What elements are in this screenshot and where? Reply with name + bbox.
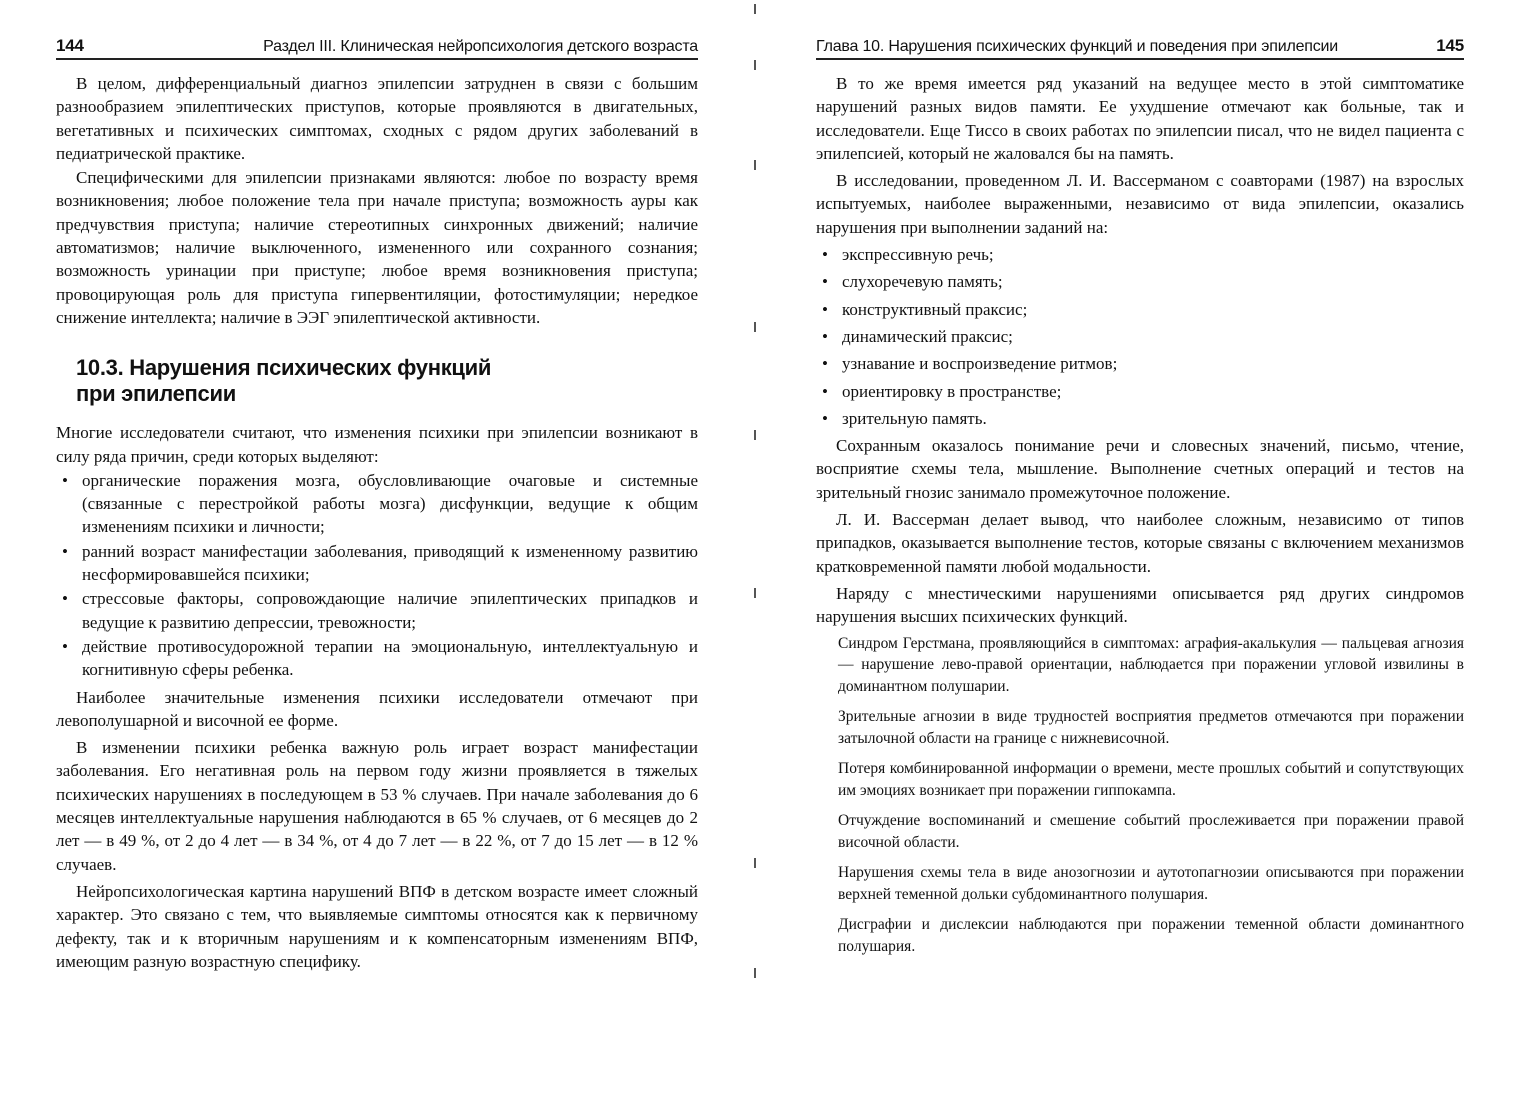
- list-item: • слухоречевую память;: [820, 270, 1464, 293]
- syndrome-paragraph: Синдром Герстмана, проявляющийся в симптомах: аграфия-акалькулия — пальцевая агнозия — нарушение лево-правой ориентации, наблюдается при поражении угловой извилины в доминантном полушарии.: [838, 634, 1464, 695]
- list-item: • стрессовые факторы, сопровождающие наличие эпилептических припадков и ведущие к развитию депрессии, тревожности;: [56, 587, 698, 634]
- paragraph: Специфическими для эпилепсии признаками являются: любое по возрасту время возникновения; любое положение тела при начале приступа; возможность ауры как предчувствия приступа; наличие стереотипных синхронных движений; наличие автоматизмов; наличие выключенного, измененного или сохранного сознания; возможность уринации при приступе; любое время возникновения приступа; провоцирующая роль для приступа гипервентиляции, фотостимуляции; нередкое снижение интеллекта; наличие в ЭЭГ эпилептической активности.: [56, 168, 698, 327]
- left-page: [0, 0, 760, 1102]
- paragraph: Многие исследователи считают, что изменения психики при эпилепсии возникают в силу ряда причин, среди которых выделяют:: [56, 423, 698, 466]
- section-heading: [76, 355, 698, 407]
- right-page-body: [816, 72, 1464, 957]
- syndrome-paragraph: Зрительные агнозии в виде трудностей восприятия предметов отмечаются при поражении затылочной области на границе с нижневисочной.: [838, 708, 1464, 747]
- paragraph: В изменении психики ребенка важную роль играет возраст манифестации заболевания. Его негативная роль на первом году жизни проявляется в тяжелых психических нарушениях в последующем в 53 % случаев. При начале заболевания до 6 месяцев интеллектуальные нарушения наблюдаются в 65 % случаев, от 6 месяцев до 2 лет — в 49 %, от 2 до 4 лет — в 34 %, от 4 до 7 лет — в 22 %, от 7 до 15 лет — в 12 % случаев.: [56, 738, 698, 874]
- syndrome-paragraph: Отчуждение воспоминаний и смешение событий прослеживается при поражении правой височной области.: [838, 812, 1464, 851]
- list-item: • конструктивный праксис;: [820, 298, 1464, 321]
- left-page-body: [56, 72, 698, 973]
- causes-list: [56, 469, 698, 682]
- left-running-head-title: Раздел III. Клиническая нейропсихология детского возраста: [263, 38, 698, 55]
- paragraph: Наряду с мнестическими нарушениями описывается ряд других синдромов нарушения высших психических функций.: [816, 583, 1464, 627]
- list-item: • действие противосудорожной терапии на эмоциональную, интеллектуальную и когнитивную сферы ребенка.: [56, 635, 698, 682]
- left-page-number: 144: [56, 36, 84, 55]
- right-page-number: 145: [1436, 36, 1464, 55]
- section-heading-line2: при эпилепсии: [76, 381, 236, 407]
- paragraph: В целом, дифференциальный диагноз эпилепсии затруднен в связи с большим разнообразием эпилептических приступов, которые проявляются в двигательных, вегетативных и психических симптомах, сходных с рядом других заболеваний в педиатрической практике.: [56, 74, 698, 163]
- syndromes-block: [816, 633, 1464, 958]
- right-page: [768, 0, 1528, 1102]
- paragraph: Л. И. Вассерман делает вывод, что наиболее сложным, независимо от типов припадков, оказывается выполнение тестов, которые связаны с включением механизмов кратковременной памяти любой модальности.: [816, 510, 1464, 576]
- syndrome-paragraph: Потеря комбинированной информации о времени, месте прошлых событий и сопутствующих им эмоциях возникает при поражении гиппокампа.: [838, 760, 1464, 799]
- list-item: • ориентировку в пространстве;: [820, 380, 1464, 403]
- list-item: • динамический праксис;: [820, 325, 1464, 348]
- syndrome-paragraph: Дисграфии и дислексии наблюдаются при поражении теменной области доминантного полушария.: [838, 916, 1464, 955]
- tasks-list: [816, 243, 1464, 430]
- list-item: • зрительную память.: [820, 407, 1464, 430]
- paragraph: Наиболее значительные изменения психики исследователи отмечают при левополушарной и височной ее форме.: [56, 687, 698, 730]
- left-running-head: [56, 30, 698, 60]
- section-heading-line1: 10.3. Нарушения психических функций: [76, 355, 492, 381]
- list-item: • узнавание и воспроизведение ритмов;: [820, 352, 1464, 375]
- paragraph: В исследовании, проведенном Л. И. Вассерманом с соавторами (1987) на взрослых испытуемых, наиболее выраженными, независимо от вида эпилепсии, оказались нарушения при выполнении заданий на:: [816, 171, 1464, 237]
- syndrome-paragraph: Нарушения схемы тела в виде анозогнозии и аутотопагнозии описываются при поражении верхней теменной дольки субдоминантного полушария.: [838, 864, 1464, 903]
- paragraph: Нейропсихологическая картина нарушений ВПФ в детском возрасте имеет сложный характер. Это связано с тем, что выявляемые симптомы относятся как к первичному дефекту, так и к вторичным нарушениям и к компенсаторным изменениям ВПФ, имеющим разную возрастную специфику.: [56, 881, 698, 971]
- list-item: • ранний возраст манифестации заболевания, приводящий к измененному развитию несформировавшейся психики;: [56, 540, 698, 587]
- right-running-head: [816, 30, 1464, 60]
- paragraph: В то же время имеется ряд указаний на ведущее место в этой симптоматике нарушений разных видов памяти. Ее ухудшение отмечают как больные, так и исследователи. Еще Тиссо в своих работах по эпилепсии писал, что не видел пациента с эпилепсией, который не жаловался бы на память.: [816, 74, 1464, 163]
- list-item: • органические поражения мозга, обусловливающие очаговые и системные (связанные с перестройкой работы мозга) дисфункции, ведущие к общим изменениям психики и личности;: [56, 469, 698, 539]
- list-item: • экспрессивную речь;: [820, 243, 1464, 266]
- right-running-head-title: Глава 10. Нарушения психических функций и поведения при эпилепсии: [816, 38, 1339, 55]
- paragraph: Сохранным оказалось понимание речи и словесных значений, письмо, чтение, восприятие схемы тела, мышление. Выполнение счетных операций и тестов на зрительный гнозис занимало промежуточное положение.: [816, 436, 1464, 502]
